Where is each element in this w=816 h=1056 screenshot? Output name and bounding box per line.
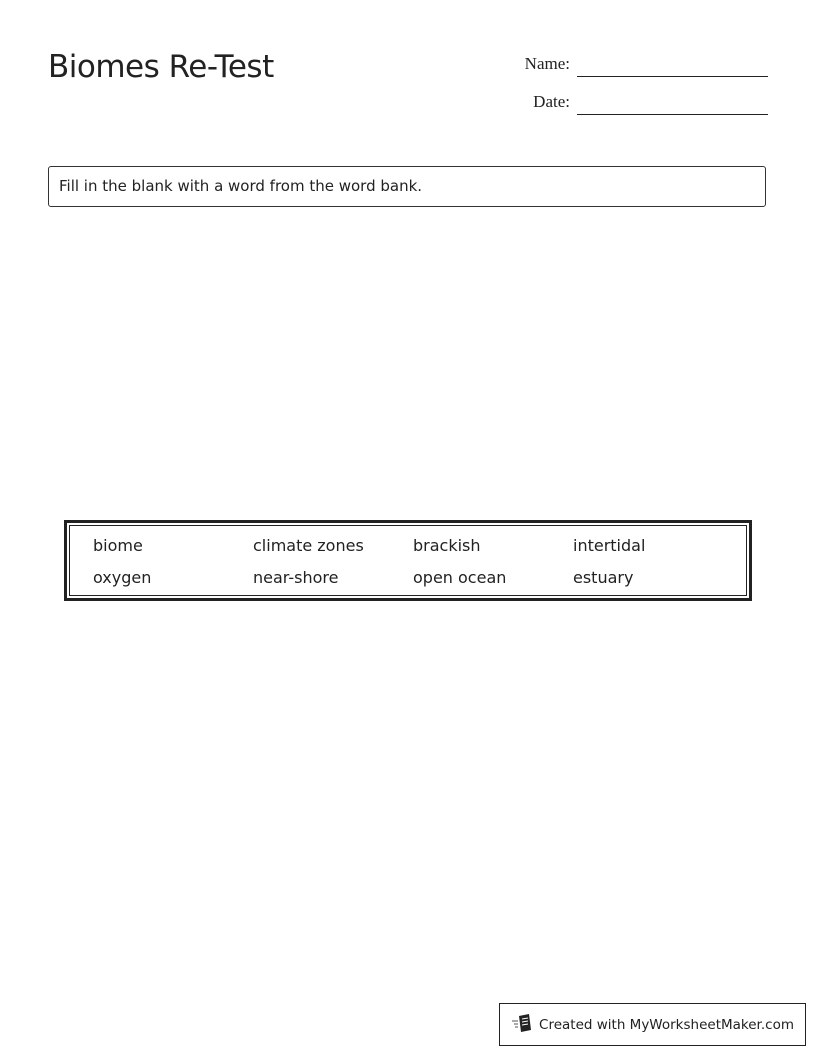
worksheet-logo-icon xyxy=(511,1013,533,1037)
word-bank-item: brackish xyxy=(413,536,481,555)
date-label: Date: xyxy=(533,92,570,111)
word-bank xyxy=(64,520,752,601)
word-bank-item: estuary xyxy=(573,568,634,587)
word-bank-item: intertidal xyxy=(573,536,646,555)
date-blank-line[interactable] xyxy=(577,114,768,115)
word-bank-item: climate zones xyxy=(253,536,364,555)
footer-text: Created with MyWorksheetMaker.com xyxy=(539,1016,794,1033)
word-bank-item: near-shore xyxy=(253,568,339,587)
name-label: Name: xyxy=(524,54,570,73)
name-blank-line[interactable] xyxy=(577,76,768,77)
word-bank-item: oxygen xyxy=(93,568,152,587)
instructions-box: Fill in the blank with a word from the word bank. xyxy=(48,166,766,207)
page-title: Biomes Re-Test xyxy=(48,49,274,85)
word-bank-item: open ocean xyxy=(413,568,507,587)
footer-credit[interactable] xyxy=(499,1003,806,1046)
word-bank-item: biome xyxy=(93,536,143,555)
